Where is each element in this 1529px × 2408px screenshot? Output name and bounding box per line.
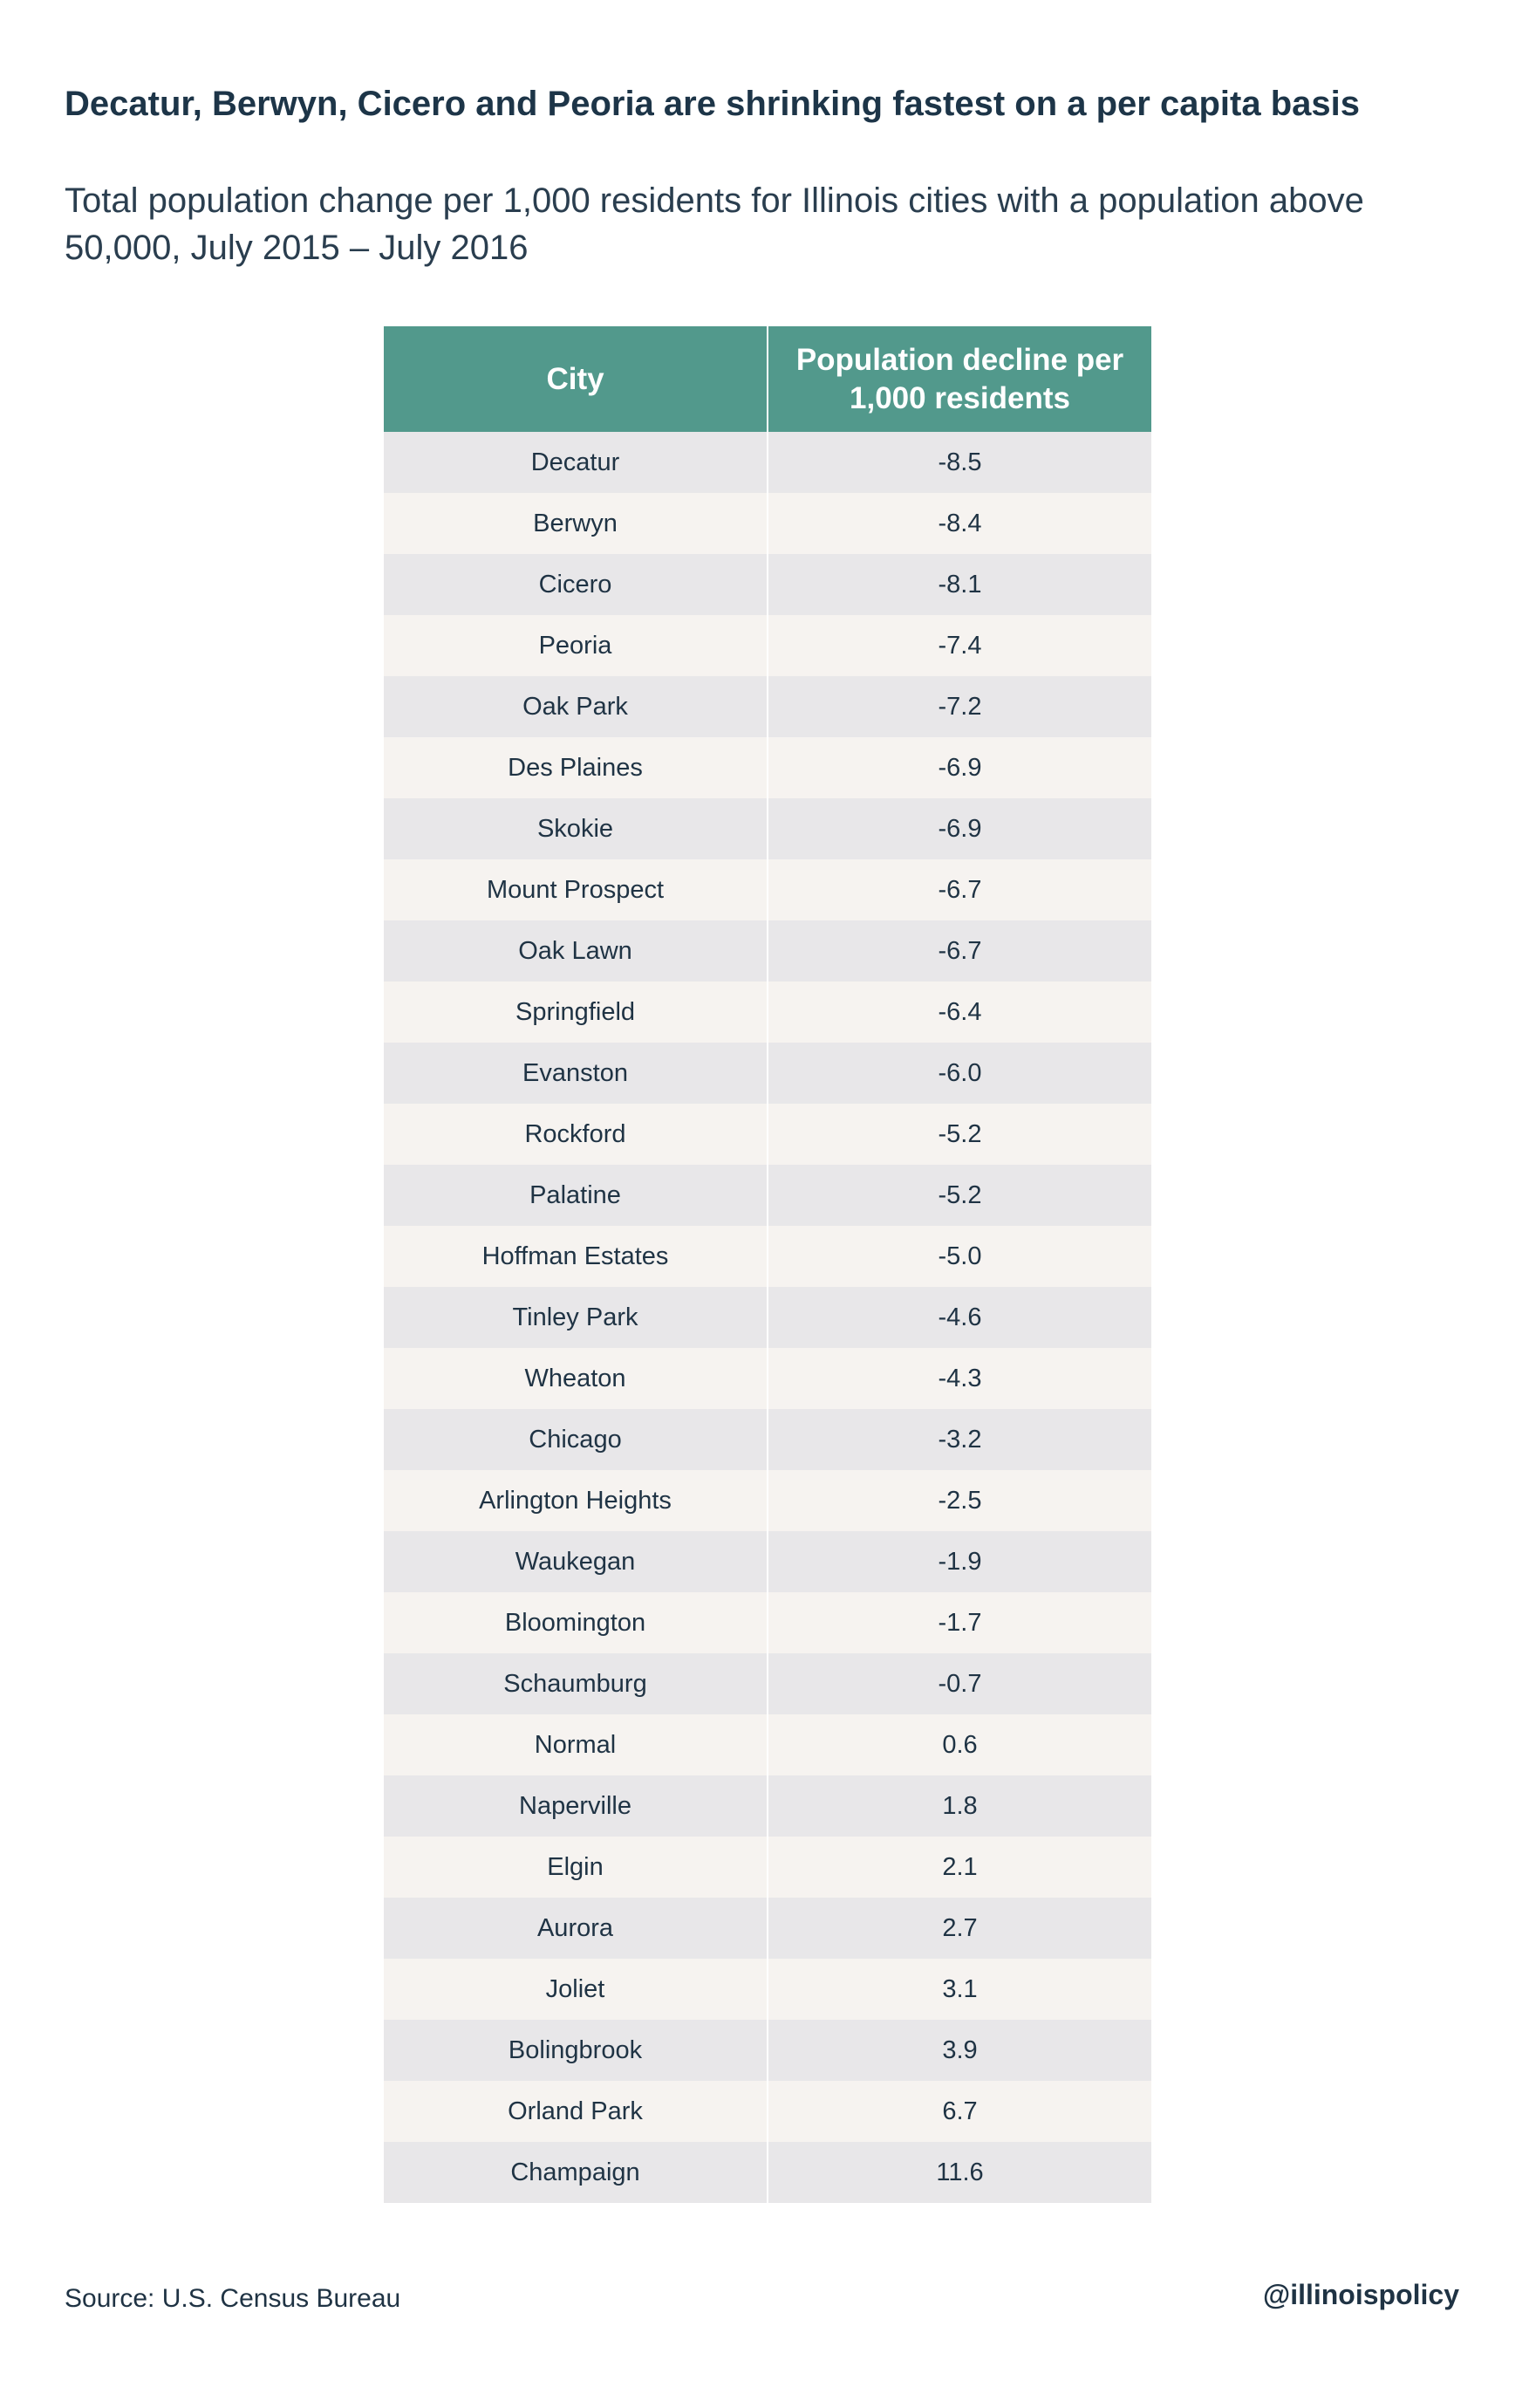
- cell-value: 2.7: [768, 1898, 1151, 1959]
- cell-city: Aurora: [384, 1898, 768, 1959]
- cell-value: -4.3: [768, 1348, 1151, 1409]
- cell-value: -8.4: [768, 493, 1151, 554]
- table-row: [384, 1837, 1151, 1898]
- table-row: [384, 432, 1151, 493]
- cell-city: Elgin: [384, 1837, 768, 1898]
- cell-value: -2.5: [768, 1470, 1151, 1531]
- cell-value: -6.0: [768, 1043, 1151, 1104]
- cell-city: Palatine: [384, 1165, 768, 1226]
- table-row: [384, 1531, 1151, 1592]
- table-row: [384, 1653, 1151, 1714]
- table-row: [384, 1409, 1151, 1470]
- cell-value: -1.9: [768, 1531, 1151, 1592]
- cell-value: -8.5: [768, 432, 1151, 493]
- cell-value: 3.9: [768, 2020, 1151, 2081]
- cell-value: 1.8: [768, 1775, 1151, 1837]
- cell-value: -5.0: [768, 1226, 1151, 1287]
- table-row: [384, 493, 1151, 554]
- cell-value: -0.7: [768, 1653, 1151, 1714]
- cell-city: Cicero: [384, 554, 768, 615]
- cell-value: -3.2: [768, 1409, 1151, 1470]
- header-population-decline: Population decline per 1,000 residents: [768, 326, 1151, 432]
- table-row: [384, 554, 1151, 615]
- cell-value: -5.2: [768, 1165, 1151, 1226]
- cell-value: 11.6: [768, 2142, 1151, 2203]
- cell-value: -5.2: [768, 1104, 1151, 1165]
- cell-city: Champaign: [384, 2142, 768, 2203]
- cell-city: Schaumburg: [384, 1653, 768, 1714]
- table-row: [384, 1043, 1151, 1104]
- cell-city: Naperville: [384, 1775, 768, 1837]
- table-row: [384, 737, 1151, 798]
- cell-city: Chicago: [384, 1409, 768, 1470]
- cell-city: Arlington Heights: [384, 1470, 768, 1531]
- cell-city: Bloomington: [384, 1592, 768, 1653]
- table-row: [384, 859, 1151, 920]
- chart-subtitle: Total population change per 1,000 residents for Illinois cities with a population above 50,000, July 2015 – July 2016: [65, 181, 1364, 267]
- cell-value: -6.9: [768, 737, 1151, 798]
- cell-value: -8.1: [768, 554, 1151, 615]
- cell-value: -6.9: [768, 798, 1151, 859]
- cell-value: -6.7: [768, 920, 1151, 982]
- table-row: [384, 2081, 1151, 2142]
- table-row: [384, 1959, 1151, 2020]
- table-row: [384, 1592, 1151, 1653]
- cell-city: Evanston: [384, 1043, 768, 1104]
- table-row: [384, 1226, 1151, 1287]
- table-row: [384, 2142, 1151, 2203]
- table-row: [384, 1165, 1151, 1226]
- table-row: [384, 1470, 1151, 1531]
- table-row: [384, 1714, 1151, 1775]
- cell-city: Normal: [384, 1714, 768, 1775]
- cell-city: Oak Park: [384, 676, 768, 737]
- cell-value: -6.4: [768, 982, 1151, 1043]
- cell-value: 2.1: [768, 1837, 1151, 1898]
- cell-city: Orland Park: [384, 2081, 768, 2142]
- table-row: [384, 1898, 1151, 1959]
- table-row: [384, 920, 1151, 982]
- cell-city: Decatur: [384, 432, 768, 493]
- cell-city: Des Plaines: [384, 737, 768, 798]
- cell-value: 6.7: [768, 2081, 1151, 2142]
- table-row: [384, 1104, 1151, 1165]
- data-table: [384, 326, 1151, 2203]
- cell-value: -7.2: [768, 676, 1151, 737]
- cell-city: Bolingbrook: [384, 2020, 768, 2081]
- cell-value: -4.6: [768, 1287, 1151, 1348]
- table-row: [384, 1287, 1151, 1348]
- table-body: [384, 432, 1151, 2203]
- table-row: [384, 615, 1151, 676]
- cell-value: 0.6: [768, 1714, 1151, 1775]
- table-row: [384, 798, 1151, 859]
- cell-city: Oak Lawn: [384, 920, 768, 982]
- cell-value: -7.4: [768, 615, 1151, 676]
- cell-city: Mount Prospect: [384, 859, 768, 920]
- cell-city: Springfield: [384, 982, 768, 1043]
- cell-city: Skokie: [384, 798, 768, 859]
- chart-title: Decatur, Berwyn, Cicero and Peoria are shrinking fastest on a per capita basis: [65, 85, 1360, 123]
- cell-city: Tinley Park: [384, 1287, 768, 1348]
- cell-city: Rockford: [384, 1104, 768, 1165]
- cell-city: Berwyn: [384, 493, 768, 554]
- cell-city: Peoria: [384, 615, 768, 676]
- table-header-row: [384, 326, 1151, 432]
- table-row: [384, 676, 1151, 737]
- table-row: [384, 982, 1151, 1043]
- cell-city: Wheaton: [384, 1348, 768, 1409]
- cell-value: -1.7: [768, 1592, 1151, 1653]
- population-table: [384, 326, 1151, 2203]
- table-row: [384, 1348, 1151, 1409]
- cell-value: -6.7: [768, 859, 1151, 920]
- cell-value: 3.1: [768, 1959, 1151, 2020]
- cell-city: Hoffman Estates: [384, 1226, 768, 1287]
- table-row: [384, 1775, 1151, 1837]
- table-row: [384, 2020, 1151, 2081]
- cell-city: Waukegan: [384, 1531, 768, 1592]
- cell-city: Joliet: [384, 1959, 768, 2020]
- credit-handle: @illinoispolicy: [1262, 2279, 1459, 2310]
- header-city: City: [384, 326, 768, 432]
- source-note: Source: U.S. Census Bureau: [65, 2284, 401, 2313]
